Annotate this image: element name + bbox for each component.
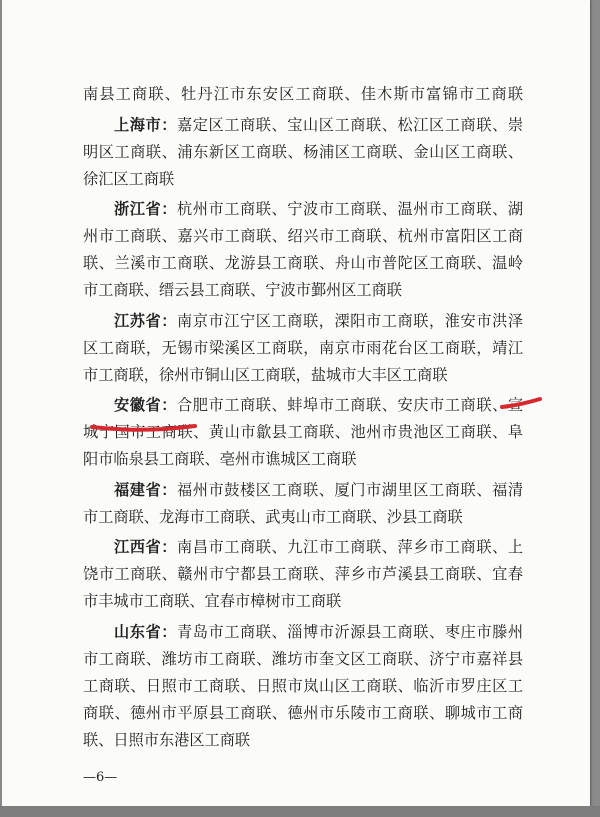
- text-line: 明区工商联、浦东新区工商联、杨浦区工商联、金山区工商联、: [83, 142, 523, 161]
- text-line: 市工商联、龙海市工商联、武夷山市工商联、沙县工商联: [83, 507, 463, 526]
- text-line: 市工商联、潍坊市工商联、潍坊市奎文区工商联、济宁市嘉祥县: [83, 649, 523, 668]
- document-body: [83, 81, 523, 754]
- section-anhui: [83, 392, 523, 419]
- section-fujian: [83, 477, 523, 504]
- province-label-shandong: 山东省：: [114, 622, 178, 641]
- text-line: 南昌市工商联、九江市工商联、萍乡市工商联、上: [177, 538, 524, 556]
- text-line: 联、日照市东港区工商联: [83, 730, 251, 749]
- text-line: 徐汇区工商联: [83, 169, 175, 188]
- text-line: 市工商联、缙云县工商联、宁波市鄞州区工商联: [83, 281, 402, 299]
- text-line: 杭州市工商联、宁波市工商联、温州市工商联、湖: [177, 200, 524, 218]
- text-line: 合肥市工商联、蚌埠市工商联、安庆市工商联、宣: [177, 396, 524, 414]
- text-line: 城宁国市工商联、黄山市歙县工商联、池州市贵池区工商联、阜: [83, 423, 523, 441]
- document-page: [2, 0, 590, 806]
- province-label-jiangxi: 江西省：: [114, 538, 178, 556]
- province-label-jiangsu: 江苏省：: [114, 311, 178, 330]
- text-line: 饶市工商联、赣州市宁都县工商联、萍乡市芦溪县工商联、宜春: [83, 565, 523, 583]
- text-line: 福州市鼓楼区工商联、厦门市湖里区工商联、福清: [177, 480, 524, 499]
- text-line: 商联、德州市平原县工商联、德州市乐陵市工商联、聊城市工商: [83, 703, 523, 722]
- page-number: —6—: [83, 770, 118, 785]
- section-jiangsu: [83, 308, 523, 335]
- viewer-background: [0, 806, 600, 817]
- text-line: 联、兰溪市工商联、龙游县工商联、舟山市普陀区工商联、温岭: [83, 254, 523, 272]
- province-label-zhejiang: 浙江省：: [114, 200, 178, 218]
- text-line: 南县工商联、牡丹江市东安区工商联、佳木斯市富锦市工商联: [83, 85, 523, 103]
- province-label-anhui: 安徽省：: [114, 396, 178, 414]
- text-line: 市工商联，徐州市铜山区工商联，盐城市大丰区工商联: [83, 365, 448, 384]
- section-jiangxi: [83, 534, 523, 561]
- section-zhejiang: [83, 196, 523, 223]
- text-line: 南京市江宁区工商联，溧阳市工商联，淮安市洪泽: [177, 311, 524, 330]
- text-line: 阳市临泉县工商联、亳州市谯城区工商联: [83, 450, 357, 468]
- section-shanghai: [83, 112, 523, 139]
- section-shandong: [83, 619, 523, 646]
- text-line: 工商联、日照市工商联、日照市岚山区工商联、临沂市罗庄区工: [83, 676, 523, 695]
- text-line: 州市工商联、嘉兴市工商联、绍兴市工商联、杭州市富阳区工商: [83, 227, 523, 245]
- text-line: 市丰城市工商联、宜春市樟树市工商联: [83, 592, 342, 610]
- text-line: 嘉定区工商联、宝山区工商联、松江区工商联、崇: [177, 115, 524, 134]
- province-label-fujian: 福建省：: [114, 480, 178, 499]
- province-label-shanghai: 上海市：: [114, 115, 178, 134]
- text-line: 区工商联，无锡市梁溪区工商联，南京市雨花台区工商联，靖江: [83, 338, 523, 357]
- text-line: 青岛市工商联、淄博市沂源县工商联、枣庄市滕州: [177, 622, 524, 641]
